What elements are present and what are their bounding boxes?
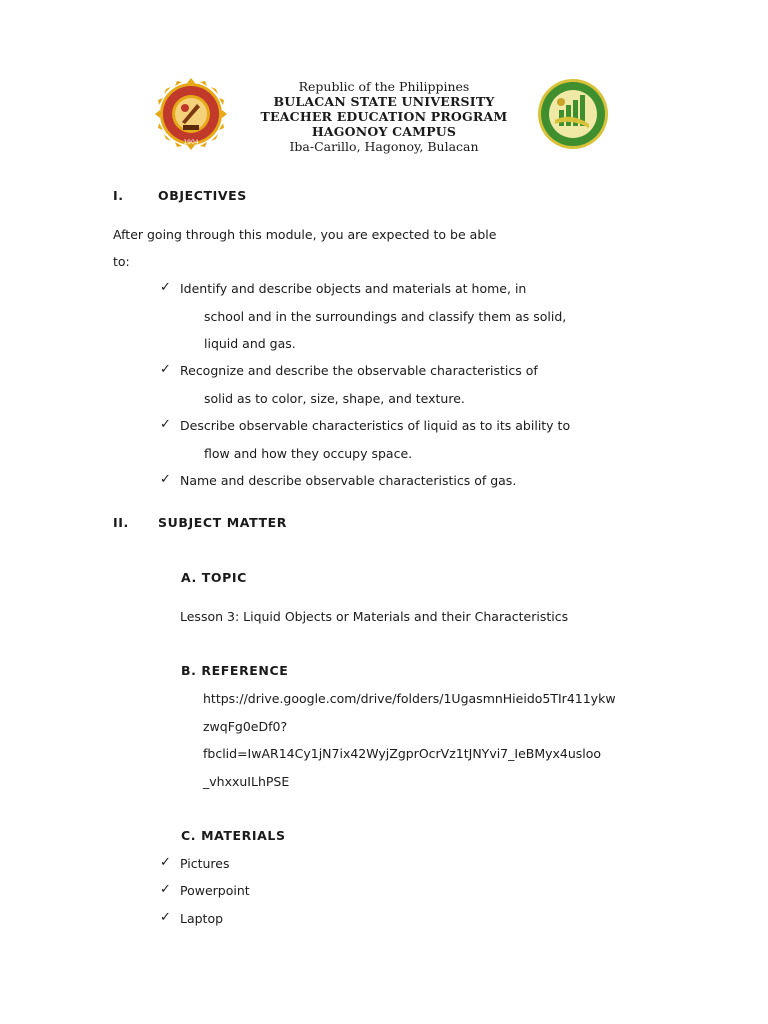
campus-name: HAGONOY CAMPUS — [311, 124, 457, 139]
objective-item-cont: flow and how they occupy space. — [204, 446, 413, 461]
materials-heading: C. MATERIALS — [181, 828, 286, 843]
teacher-education-seal-logo — [533, 78, 613, 150]
university-name: BULACAN STATE UNIVERSITY — [273, 94, 495, 109]
institution-heading — [234, 79, 534, 154]
checkmark-icon: ✓ — [160, 882, 171, 897]
checkmark-icon: ✓ — [160, 855, 171, 870]
material-item: Pictures — [180, 856, 230, 871]
subject-matter-numeral: II. — [113, 515, 129, 530]
topic-heading: A. TOPIC — [181, 570, 247, 585]
bulsu-seal-logo — [148, 78, 234, 150]
campus-address: Iba-Carillo, Hagonoy, Bulacan — [289, 139, 479, 154]
reference-url-line: https://drive.google.com/drive/folders/1UgasmnHieido5TIr411ykw — [203, 691, 616, 706]
material-item: Laptop — [180, 911, 224, 926]
objectives-intro-cont: to: — [113, 254, 130, 269]
reference-url-line: zwqFg0eDf0? — [203, 719, 288, 734]
objective-item: Describe observable characteristics of liquid as to its ability to — [180, 418, 571, 433]
checkmark-icon: ✓ — [160, 280, 171, 295]
svg-text:1904: 1904 — [183, 139, 199, 146]
objectives-numeral: I. — [113, 188, 124, 203]
republic-line: Republic of the Philippines — [298, 79, 470, 94]
objective-item: Name and describe observable characteristics of gas. — [180, 473, 517, 488]
objective-item-cont: solid as to color, size, shape, and texture. — [204, 391, 465, 406]
letterhead — [0, 0, 768, 170]
subject-matter-heading: SUBJECT MATTER — [158, 515, 287, 530]
checkmark-icon: ✓ — [160, 417, 171, 432]
objective-item: Recognize and describe the observable characteristics of — [180, 363, 538, 378]
objectives-heading: OBJECTIVES — [158, 188, 247, 203]
reference-heading: B. REFERENCE — [181, 663, 289, 678]
checkmark-icon: ✓ — [160, 362, 171, 377]
objective-item-cont: school and in the surroundings and classify them as solid, — [204, 309, 567, 324]
objectives-intro: After going through this module, you are expected to be able — [113, 227, 497, 242]
reference-url-line: _vhxxuILhPSE — [203, 774, 290, 789]
reference-url-line: fbclid=IwAR14Cy1jN7ix42WyjZgprOcrVz1tJNYvi7_IeBMyx4usloo — [203, 746, 602, 761]
program-name: TEACHER EDUCATION PROGRAM — [260, 109, 508, 124]
topic-text: Lesson 3: Liquid Objects or Materials and their Characteristics — [180, 609, 569, 624]
material-item: Powerpoint — [180, 883, 250, 898]
objective-item: Identify and describe objects and materials at home, in — [180, 281, 527, 296]
objective-item-cont: liquid and gas. — [204, 336, 296, 351]
checkmark-icon: ✓ — [160, 910, 171, 925]
checkmark-icon: ✓ — [160, 472, 171, 487]
